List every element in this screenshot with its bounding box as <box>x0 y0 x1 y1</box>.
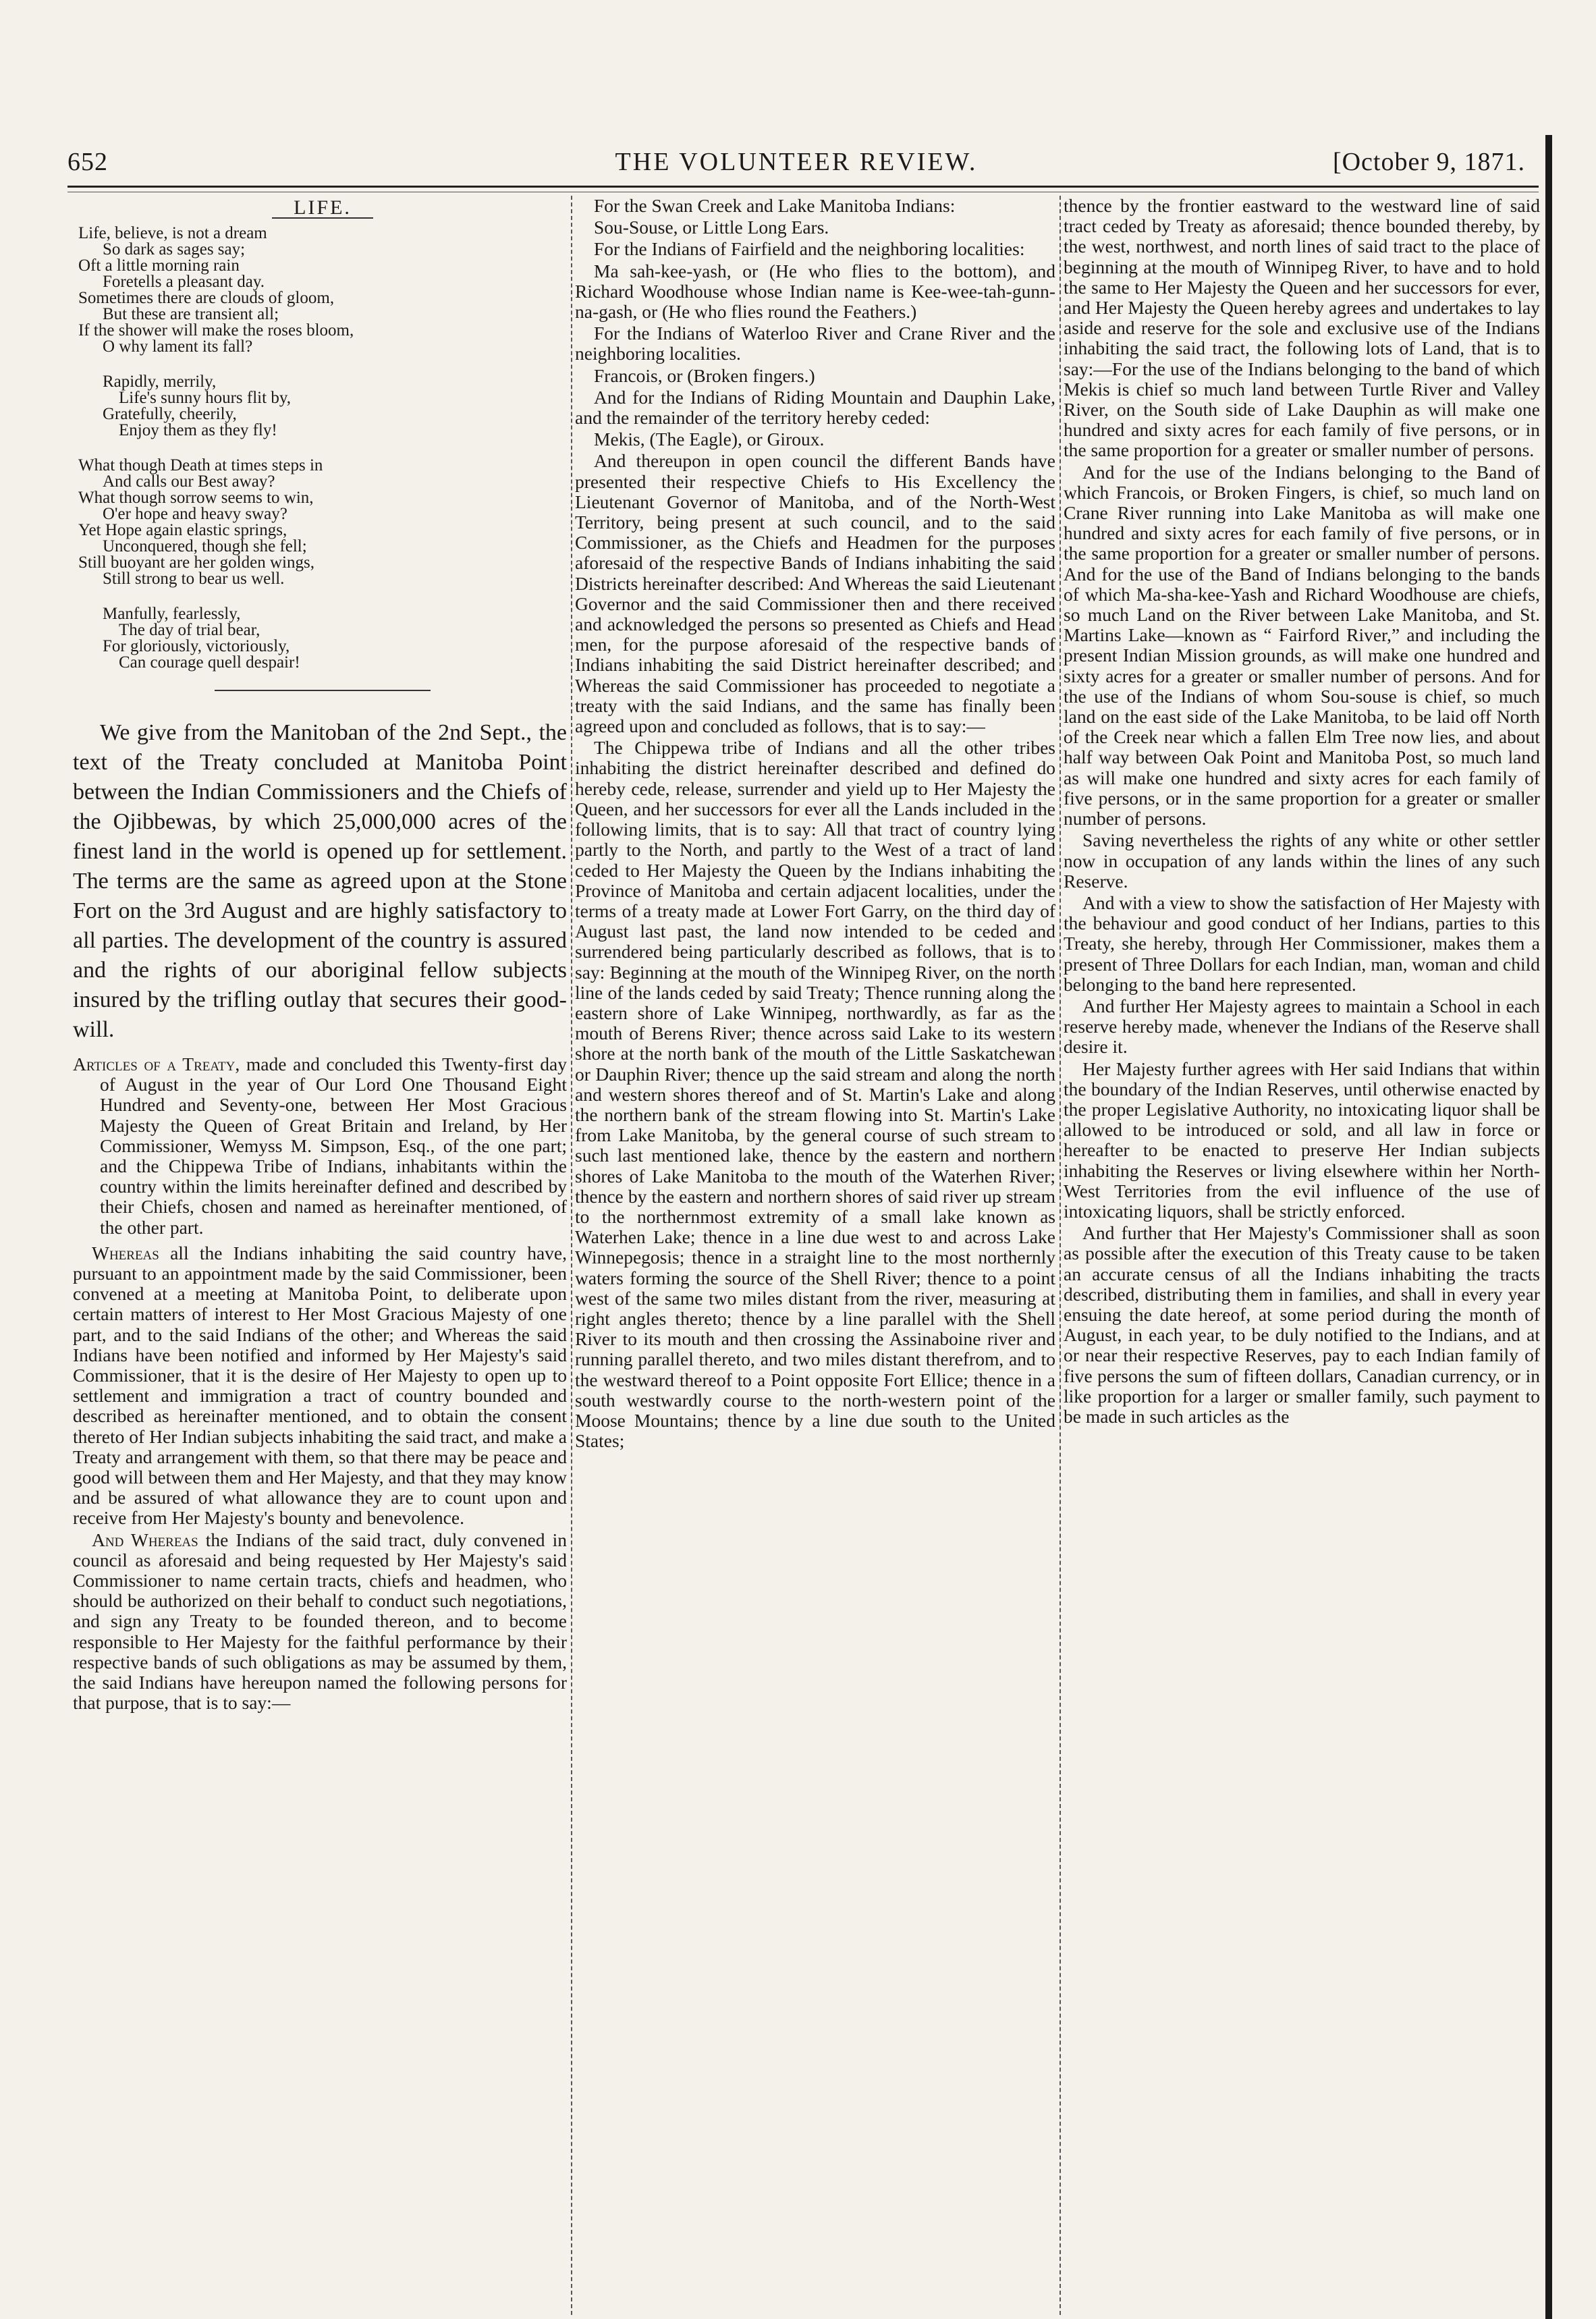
masthead-rule <box>67 186 1539 188</box>
column-separator-1 <box>571 196 572 2315</box>
col2-paragraph: For the Indians of Fairfield and the neighboring localities: <box>594 238 1025 260</box>
poem-line: Unconquered, though she fell; <box>103 537 307 555</box>
poem-line: Enjoy them as they fly! <box>119 421 277 439</box>
poem-line: Life's sunny hours flit by, <box>119 389 291 407</box>
col3-paragraph: And for the use of the Indians belonging to the Band of which Francois, or Broken Fingers, is chief, so much land on Crane River running into Lake Manitoba as will make one hundred and sixty acres for each family of five persons, or in the same proportion for a greater or smaller number of persons. And for the use of the Band of Indians belonging to the bands of which Ma-sha-kee-Yash and Richard Woodhouse are chiefs, so much Land on the River between Lake Manitoba, and St. Martins Lake—known as “ Fairford River,” and including the present Indian Mission grounds, as will make one hundred and sixty acres for a greater or smaller number of persons. And for the use of the Indians of whom Sou-souse is chief, so much land on the east side of the Lake Manitoba, to be laid off North of the Creek near which a fallen Elm Tree now lies, and about half way between Oak Point and Manitoba Post, so much land as will make one hundred and sixty acres for each family of five persons, or in the same proportion for a greater or smaller number of persons. <box>1064 461 1540 829</box>
col2-paragraph: And thereupon in open council the different Bands have presented their respective Chiefs to His Excellency the Lieutenant Governor of Manitoba, and of the North-West Territory, being present at such council, and to the said Commissioner, as the Chiefs and Headmen for the purposes aforesaid of the respective Bands of Indians inhabiting the said Districts hereinafter described: And Whereas the said Lieutenant Governor and the said Commissioner then and there received and acknowledged the persons so presented as Chiefs and Head men, for the purpose aforesaid of the respective bands of Indians inhabiting the said District hereinafter described; and Whereas the said Commissioner has proceeded to negotiate a treaty with the said Indians, and the same has finally been agreed upon and concluded as follows, that is to say:— <box>575 450 1055 737</box>
col3-paragraph: Her Majesty further agrees with Her said Indians that within the boundary of the Indian Reserves, until otherwise enacted by the proper Legislative Authority, no intoxicating liquor shall be allowed to be introduced or sold, and all law in force or hereafter to be enacted to preserve Her Indian subjects inhabiting the Reserves or living elsewhere within her North-West Territories from the evil influence of the use of intoxicating liquors, shall be strictly enforced. <box>1064 1058 1540 1222</box>
column-1 <box>73 196 567 1714</box>
articles-text: made and concluded this Twenty-first day of August in the year of Our Lord One Thousand Eight Hundred and Seventy-one, between Her Most Gracious Majesty the Queen of Great Britain and Ireland, by Her Commissioner, Wemyss M. Simpson, Esq., of the one part; and the Chippewa Tribe of Indians, inhabitants within the country within the limits hereinafter defined and described by their Chiefs, chosen and named as hereinafter mentioned, of the other part. <box>100 1054 568 1238</box>
col3-paragraph: And further that Her Majesty's Commissioner shall as soon as possible after the execution of this Treaty cause to be taken an accurate census of all the Indians inhabiting the tracts described, distributing them in families, and shall in every year ensuing the date hereof, at some period during the month of August, in each year, to be duly notified to the Indians, and at or near their respective Reserves, pay to each Indian family of five persons the sum of fifteen dollars, Canadian currency, or in like proportion for a larger or smaller family, such payment to be made in such articles as the <box>1064 1222 1540 1427</box>
poem-line: Gratefully, cheerily, <box>103 405 237 423</box>
poem-line: But these are transient all; <box>103 305 279 323</box>
poem-line: The day of trial bear, <box>119 621 260 639</box>
poem-line: Yet Hope again elastic springs, <box>78 521 287 539</box>
col3-paragraph: And further Her Majesty agrees to maintain a School in each reserve hereby made, whenever the Indians of the Reserve shall desire it. <box>1064 995 1540 1058</box>
intro-paragraph: We give from the Manitoban of the 2nd Sept., the text of the Treaty concluded at Manitoba Point between the Indian Commissioners and the Chiefs of the Ojibbewas, by which 25,000,000 acres of the finest land in the world is opened up for settlement. The terms are the same as agreed upon at the Stone Fort on the 3rd August and are highly satisfactory to all parties. The development of the country is assured and the rights of our aboriginal fellow subjects insured by the trifling outlay that secures their good-will. <box>73 720 567 1042</box>
column-separator-2 <box>1060 196 1061 2315</box>
and-whereas-lead: And Whereas <box>92 1529 198 1550</box>
col3-paragraph: thence by the frontier eastward to the westward line of said tract ceded by Treaty as aforesaid; thence bounded thereby, by the west, northwest, and north lines of said tract to the place of beginning at the mouth of Winnipeg River, to have and to hold the same to Her Majesty the Queen and her successors for ever, and Her Majesty the Queen hereby agrees and undertakes to lay aside and reserve for the sole and exclusive use of the Indians inhabiting the said tract, the following lots of Land, that is to say:—For the use of the Indians belonging to the band of which Mekis is chief so much land between Turtle River and Valley River, on the South side of Lake Dauphin as will make one hundred and sixty acres for each family of five persons, or in the same proportion for a greater or smaller number of persons. <box>1064 195 1540 461</box>
poem-line: Life, believe, is not a dream <box>78 224 267 242</box>
poem-stanzas <box>78 225 567 671</box>
and-whereas-paragraph <box>73 1530 567 1714</box>
whereas-paragraph <box>73 1243 567 1529</box>
poem-line: Manfully, fearlessly, <box>103 605 241 623</box>
col3-paragraph: Saving nevertheless the rights of any white or other settler now in occupation of any lands within the lines of any such Reserve. <box>1064 829 1540 892</box>
poem-line: Sometimes there are clouds of gloom, <box>78 289 335 307</box>
col2-paragraph: And for the Indians of Riding Mountain and Dauphin Lake, and the remainder of the territory hereby ceded: <box>575 386 1055 429</box>
poem-stanza <box>78 458 567 587</box>
poem-line: And calls our Best away? <box>103 472 275 491</box>
col2-paragraph: Francois, or (Broken fingers.) <box>594 364 815 386</box>
poem <box>78 196 567 691</box>
col3-paragraph: And with a view to show the satisfaction of Her Majesty with the behaviour and good conduct of her Indians, parties to this Treaty, she hereby, through Her Commissioner, makes them a present of Three Dollars for each Indian, man, woman and child belonging to the band here represented. <box>1064 892 1540 995</box>
poem-line: O why lament its fall? <box>103 337 253 356</box>
poem-line: Rapidly, merrily, <box>103 373 217 391</box>
col2-paragraph: Sou-Souse, or Little Long Ears. <box>594 217 829 238</box>
column-3 <box>1064 196 1540 1427</box>
poem-end-rule <box>215 690 431 691</box>
treaty-articles-heading <box>73 1054 567 1238</box>
poem-title: LIFE. <box>294 196 352 219</box>
poem-line: Foretells a pleasant day. <box>103 273 265 291</box>
poem-line: Can courage quell despair! <box>119 653 300 672</box>
col2-paragraph: Ma sah-kee-yash, or (He who flies to the bottom), and Richard Woodhouse whose Indian name is Kee-wee-tah-gunn-na-gash, or (He who flies round the Feathers.) <box>575 260 1055 323</box>
column-2 <box>575 196 1055 1451</box>
publication-title: THE VOLUNTEER REVIEW. <box>615 148 978 176</box>
col2-paragraph: For the Indians of Waterloo River and Crane River and the neighboring localities. <box>575 323 1055 364</box>
whereas-text: all the Indians inhabiting the said country have, pursuant to an appointment made by the said Commissioner, been convened at a meeting at Manitoba Point, to deliberate upon certain matters of interest to Her Most Gracious Majesty of one part, and to the said Indians of the other; and Whereas the said Indians have been notified and informed by Her Majesty's said Commissioner, that it is the desire of Her Majesty to open up to settlement and immigration a tract of country bounded and described as hereinafter mentioned, and to obtain the consent thereto of Her Indian subjects inhabiting the said tract, and make a Treaty and arrangement with them, so that there may be peace and good will between them and Her Majesty, and that they may know and be assured of what allowance they are to count upon and receive from Her Majesty's bounty and benevolence. <box>73 1242 567 1529</box>
poem-stanza <box>78 225 567 355</box>
col2-paragraph: Mekis, (The Eagle), or Giroux. <box>594 429 825 450</box>
poem-stanza <box>78 606 567 671</box>
page-edge-bar <box>1545 135 1552 2319</box>
poem-line: If the shower will make the roses bloom, <box>78 321 354 339</box>
col2-paragraph: For the Swan Creek and Lake Manitoba Indians: <box>594 195 956 216</box>
poem-line: Still buoyant are her golden wings, <box>78 553 314 572</box>
poem-line: What though Death at times steps in <box>78 456 323 474</box>
whereas-lead: Whereas <box>92 1242 159 1263</box>
col2-paragraph: The Chippewa tribe of Indians and all the other tribes inhabiting the district hereinafter described and defined do hereby cede, release, surrender and yield up to Her Majesty the Queen, and her successors for ever all the Lands included in the following limits, that is to say: All that tract of country lying partly to the North, and partly to the West of a tract of land ceded to Her Majesty the Queen by the Indians inhabiting the Province of Manitoba and certain adjacent localities, under the terms of a treaty made at Lower Fort Garry, on the third day of August last past, the land now intended to be ceded and surrendered being particularly described as follows, that is to say: Beginning at the mouth of the Winnipeg River, on the north line of the lands ceded by said Treaty; Thence running along the eastern shore of Lake Winnipeg, northwardly, as far as the mouth of Berens River; thence across said Lake to its western shore at the north bank of the mouth of the Little Saskatchewan or Dauphin River; thence up the said stream and along the north and western shores thereof and of St. Martin's Lake and along the northern bank of the stream flowing into St. Martin's Lake from Lake Manitoba, by the general course of such stream to such last mentioned lake, thence by the eastern and northern shores of Lake Manitoba to the mouth of the Waterhen River; thence by the eastern and northern shores of said river up stream to the northernmost extremity of a small lake known as Waterhen Lake; thence in a line due west to and across Lake Winnepegosis; thence in a straight line to the most northernly waters forming the source of the Shell River; thence to a point west of the same two miles distant from the river, measuring at right angles thereto; thence by a line parallel with the Shell River to its mouth and then crossing the Assinaboine river and running parallel thereto, and two miles distant therefrom, and to the westward thereof to a Point opposite Fort Ellice; thence in a south westwardly course to the north-western point of the Moose Mountains; thence by a line due south to the United States; <box>575 737 1055 1452</box>
masthead <box>67 147 1525 188</box>
poem-line: Oft a little morning rain <box>78 256 240 275</box>
page-number: 652 <box>67 148 108 176</box>
poem-line: What though sorrow seems to win, <box>78 489 314 507</box>
poem-stanza <box>78 374 567 439</box>
issue-date: [October 9, 1871. <box>1332 148 1525 176</box>
poem-line: O'er hope and heavy sway? <box>103 505 287 523</box>
poem-line: For gloriously, victoriously, <box>103 637 290 655</box>
poem-line: So dark as sages say; <box>103 240 246 258</box>
and-whereas-text: the Indians of the said tract, duly convened in council as aforesaid and being requested by Her Majesty's said Commissioner to name certain tracts, chiefs and headmen, who should be authorized on their behalf to conduct such negotiations, and sign any Treaty to be founded thereon, and to become responsible to Her Majesty for the faithful performance by their respective bands of such obligations as may be assumed by them, the said Indians have hereupon named the following persons for that purpose, that is to say:— <box>73 1529 567 1714</box>
poem-line: Still strong to bear us well. <box>103 570 285 588</box>
articles-lead: Articles of a Treaty, <box>73 1054 240 1074</box>
